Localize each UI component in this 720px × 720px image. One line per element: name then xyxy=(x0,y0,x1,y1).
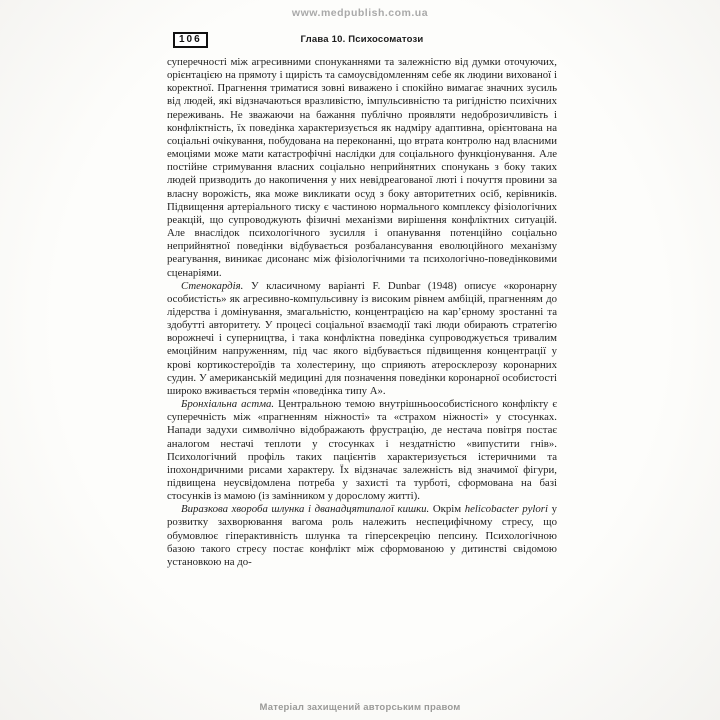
paragraph-text: суперечності між агресивними спонуканнями та залежністю від думки оточуючих, орієнтацією на прямоту і щирість та самоусвідомленням себе як людини вихованої і коректної. Прагнення триматися зовні виважено і спокійно вимагає значних зусиль від людей, які відзначаються вразливістю, імпульсивністю та ригідністю психічних переживань. Не зважаючи на бажання публічно проявляти недоброзичливість і конфліктність, їх поведінка характеризується як надміру адаптивна, орієнтована на соціальні очікування, побудована на переконанні, що втрата контролю над власними емоціями може мати катастрофічні наслідки для соціального функціонування. Але постійне стримування власних соціально неприйнятних спонукань з боку таких людей призводить до накопичення у них невідреагованої люті і почуття провини за власну ворожість, яка може викликати осуд з боку авторитетних осіб, керівників. Підвищення артеріального тиску є частиною нормального комплексу фізіологічних реакцій, що супроводжують фізичні механізми вирішення конфліктних ситуацій. Але внаслідок психологічного зусилля і опанування потенційно соціально неприйнятної поведінки відбувається розбалансування еволюційного механізму реагування, виникає дисонанс між фізіологічними та психологічно-поведінковими сценаріями. xyxy=(167,56,557,279)
paragraph-text: У класичному варіанті F. Dunbar (1948) описує «коронарну особистість» як агресивно-компульсивну із високим рівнем амбіцій, прагненням до лідерства і домінування, змагальністю, концентрацією на кар’єрному зростанні та здобутті авторитету. У процесі соціальної взаємодії такі люди обирають стратегію ворожнечі і суперництва, і така конфліктна поведінка супроводжується тривалим емоційним напруженням, під час якого відбувається підвищення концентрації у крові кортикостероїдів та холестерину, що сприяють атеросклерозу коронарних судин. У американській медицині для позначення поведінки коронарної особистості широко вживається термін «поведінка типу А». xyxy=(167,279,557,397)
paragraph-lead: Бронхіальна астма. xyxy=(181,398,275,411)
paragraph xyxy=(167,503,557,569)
page-header xyxy=(167,32,557,50)
paragraph-text: у розвитку захворювання вагома роль належить неспецифічному стресу, що обумовлює гіперактивність шлунка та гіперсекрецію пепсину. Психологічною базою такого стресу постає конфлікт між сформованою у дитинстві свідомою установкою на до- xyxy=(167,503,557,568)
running-title: Глава 10. Психосоматози xyxy=(300,34,424,45)
copyright-notice: Матеріал захищений авторським правом xyxy=(259,702,461,713)
paragraph-lead: Виразкова хвороба шлунка і дванадцятипалої кишки. xyxy=(181,503,430,516)
page-number: 106 xyxy=(173,32,208,48)
watermark-url: www.medpublish.com.ua xyxy=(291,7,429,19)
paragraph xyxy=(167,56,557,280)
paragraph xyxy=(167,280,557,398)
page-body xyxy=(167,56,557,569)
paragraph xyxy=(167,398,557,503)
paragraph-lead: Стенокардія. xyxy=(181,279,244,292)
paragraph-text: Центральною темою внутрішньоособистісного конфлікту є суперечність між «прагненням ніжності» та «страхом ніжності» у стосунках. Напади задухи символічно відображають фрустрацію, де нестача повітря постає аналогом нестачі теплоти у стосунках і нездатністю «випустити гнів». Психологічний профіль таких пацієнтів характеризується істеричними та іпохондричними рисами характеру. Їх відзначає залежність від значимої фігури, підвищена неусвідомлена потреба у захисті та турботі, сформована на базі стосунків із мамою (із замінником у дорослому житті). xyxy=(167,398,557,503)
paragraph-text: Окрім xyxy=(429,503,465,516)
paragraph-term-latin: helicobacter pylori xyxy=(464,503,549,516)
